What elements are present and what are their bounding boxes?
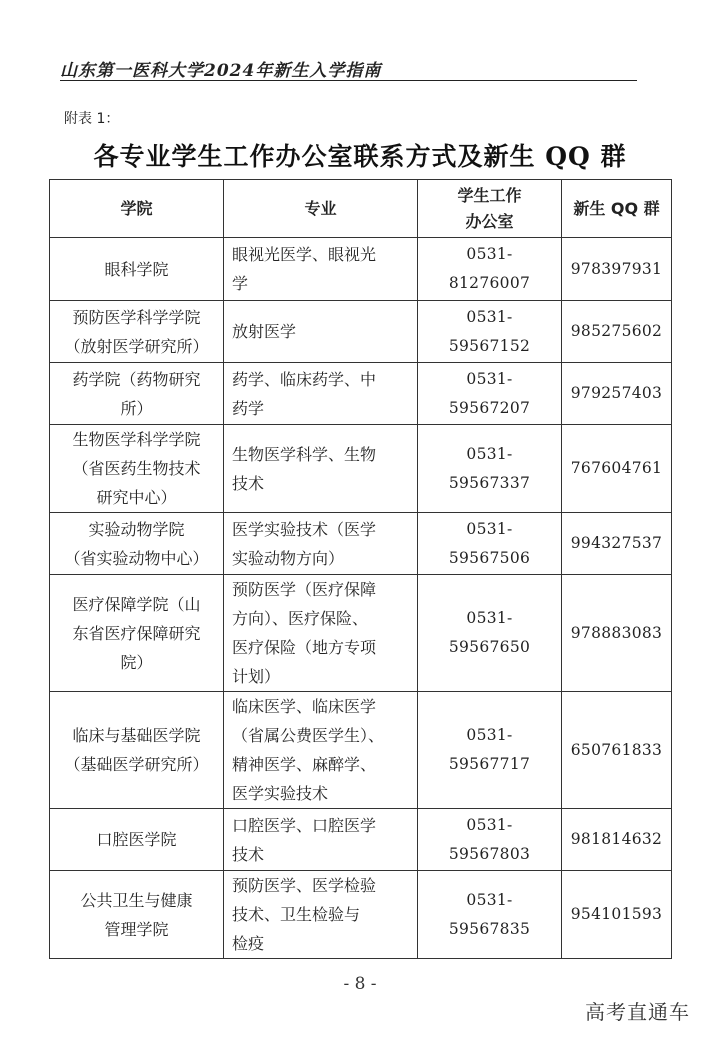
table-row	[50, 425, 672, 513]
header-office	[418, 180, 562, 238]
college-cell	[50, 871, 224, 959]
major-cell-line: 眼视光医学、眼视光	[232, 245, 377, 264]
major-cell	[224, 692, 418, 809]
qq-group-cell: 767604761	[562, 425, 672, 513]
qq-group-cell: 981814632	[562, 809, 672, 871]
table-row	[50, 363, 672, 425]
major-cell-line: 实验动物方向）	[232, 548, 345, 568]
college-cell-line: 公共卫生与健康	[80, 890, 193, 910]
major-cell-line: 放射医学	[232, 322, 297, 341]
major-cell-line: 预防医学、医学检验	[232, 876, 377, 895]
table-row	[50, 871, 672, 959]
header-divider	[60, 80, 637, 81]
college-cell	[50, 425, 224, 513]
table-body	[50, 238, 672, 959]
office-phone-cell: 0531-59567803	[418, 809, 562, 871]
major-cell-line: 技术、卫生检验与	[232, 905, 361, 924]
college-cell	[50, 363, 224, 425]
office-phone-cell: 0531-59567207	[418, 363, 562, 425]
college-cell-line: （放射医学研究所）	[64, 336, 209, 356]
header-office-line1: 学生工作	[457, 185, 522, 205]
college-cell-line: 东省医疗保障研究	[72, 623, 201, 643]
college-cell-line: 院）	[120, 652, 153, 672]
office-phone-cell: 0531-59567650	[418, 575, 562, 692]
office-phone-cell: 0531-59567152	[418, 301, 562, 363]
office-phone-cell: 0531-59567506	[418, 513, 562, 575]
guide-header-title: 山东第一医科大学2024年新生入学指南	[60, 61, 382, 81]
college-cell-line: 药学院（药物研究	[72, 369, 201, 389]
office-phone-cell: 0531-81276007	[418, 238, 562, 301]
college-cell-line: 实验动物学院	[88, 519, 185, 539]
college-cell-line: 眼科学院	[104, 259, 169, 279]
office-phone-cell: 0531-59567337	[418, 425, 562, 513]
office-phone-cell: 0531-59567717	[418, 692, 562, 809]
major-cell-line: 技术	[232, 844, 265, 864]
major-cell-line: 学	[232, 274, 249, 293]
major-cell	[224, 425, 418, 513]
qq-group-cell: 954101593	[562, 871, 672, 959]
college-cell	[50, 692, 224, 809]
header-qq-group: 新生 QQ 群	[562, 180, 672, 238]
college-cell-line: （省实验动物中心）	[64, 548, 209, 568]
major-cell-line: 生物医学科学、生物	[232, 444, 377, 464]
college-cell-line: 所）	[120, 398, 153, 418]
college-cell-line: 研究中心）	[96, 488, 177, 507]
document-title: 各专业学生工作办公室联系方式及新生 QQ 群	[93, 142, 627, 171]
page-number: - 8 -	[343, 974, 377, 994]
source-watermark: 高考直通车	[585, 1000, 690, 1024]
major-cell-line: 技术	[232, 473, 265, 493]
table-header-row	[50, 180, 672, 238]
college-cell-line: 临床与基础医学院	[72, 726, 201, 745]
major-cell	[224, 513, 418, 575]
major-cell	[224, 301, 418, 363]
contact-table	[49, 179, 672, 959]
qq-group-cell: 978397931	[562, 238, 672, 301]
major-cell-line: 计划）	[232, 667, 281, 686]
major-cell-line: （省属公费医学生）、	[232, 726, 385, 745]
qq-group-cell: 979257403	[562, 363, 672, 425]
college-cell-line: （基础医学研究所）	[64, 755, 209, 774]
college-cell-line: 医疗保障学院（山	[72, 594, 201, 614]
major-cell	[224, 363, 418, 425]
college-cell-line: 口腔医学院	[96, 830, 177, 849]
table-row	[50, 809, 672, 871]
table-row	[50, 238, 672, 301]
major-cell-line: 药学	[232, 398, 265, 418]
major-cell-line: 药学、临床药学、中	[232, 369, 377, 389]
college-cell	[50, 809, 224, 871]
table-row	[50, 575, 672, 692]
college-cell	[50, 301, 224, 363]
college-cell-line: 管理学院	[104, 919, 169, 939]
qq-group-cell: 650761833	[562, 692, 672, 809]
qq-group-cell: 994327537	[562, 513, 672, 575]
major-cell	[224, 809, 418, 871]
office-phone-cell: 0531-59567835	[418, 871, 562, 959]
table-row	[50, 301, 672, 363]
major-cell-line: 预防医学（医疗保障	[232, 580, 377, 599]
college-cell-line: 预防医学科学学院	[72, 307, 201, 327]
college-cell	[50, 575, 224, 692]
major-cell-line: 医疗保险（地方专项	[232, 638, 377, 657]
appendix-label: 附表 1：	[64, 111, 120, 127]
major-cell-line: 医学实验技术	[232, 784, 329, 803]
table-row	[50, 513, 672, 575]
qq-group-cell: 985275602	[562, 301, 672, 363]
college-cell-line: （省医药生物技术	[72, 459, 201, 478]
major-cell	[224, 575, 418, 692]
major-cell-line: 口腔医学、口腔医学	[232, 815, 377, 835]
college-cell	[50, 513, 224, 575]
major-cell	[224, 238, 418, 301]
college-cell-line: 生物医学科学学院	[72, 430, 201, 449]
major-cell-line: 临床医学、临床医学	[232, 697, 377, 716]
major-cell-line: 医学实验技术（医学	[232, 519, 377, 539]
major-cell	[224, 871, 418, 959]
header-college: 学院	[50, 180, 224, 238]
college-cell	[50, 238, 224, 301]
qq-group-cell: 978883083	[562, 575, 672, 692]
major-cell-line: 检疫	[232, 934, 265, 953]
major-cell-line: 精神医学、麻醉学、	[232, 755, 377, 774]
header-office-line2: 办公室	[465, 211, 514, 231]
major-cell-line: 方向）、医疗保险、	[232, 609, 369, 628]
header-major: 专业	[224, 180, 418, 238]
table-row	[50, 692, 672, 809]
